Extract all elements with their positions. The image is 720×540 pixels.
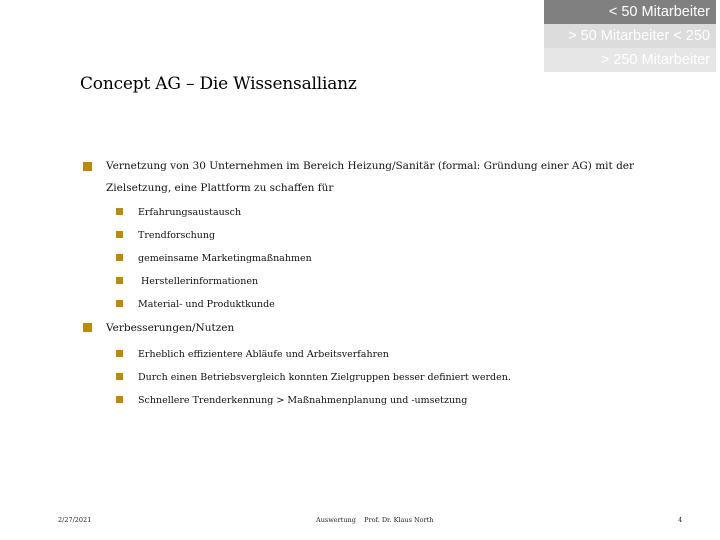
tag-small-companies: < 50 Mitarbeiter	[544, 0, 716, 24]
footer-center-text: Auswertung Prof. Dr. Klaus North	[316, 516, 434, 524]
sub-bullet-marker	[116, 300, 123, 307]
sub-bullet-item: Schnellere Trenderkennung > Maßnahmenplanung und -umsetzung	[138, 395, 468, 406]
sub-bullet-marker	[116, 254, 123, 261]
sub-bullet-marker	[116, 350, 123, 357]
bullet-1-line-1: Vernetzung von 30 Unternehmen im Bereich Heizung/Sanitär (formal: Gründung einer AG) mit der	[106, 160, 635, 172]
bullet-marker-2	[83, 323, 92, 332]
size-legend	[544, 0, 716, 72]
slide-title: Concept AG – Die Wissensallianz	[80, 74, 357, 94]
sub-bullet-item: Material- und Produktkunde	[138, 299, 275, 310]
sub-bullet-item: Herstellerinformationen	[138, 276, 259, 287]
sub-bullet-marker	[116, 396, 123, 403]
sub-bullet-item: Erfahrungsaustausch	[138, 207, 242, 218]
sub-bullet-marker	[116, 373, 123, 380]
sub-bullet-item: Erheblich effizientere Abläufe und Arbeitsverfahren	[138, 349, 389, 360]
tag-large-companies: > 250 Mitarbeiter	[544, 48, 716, 72]
sub-bullet-marker	[116, 231, 123, 238]
footer-date: 2/27/2021	[58, 516, 92, 524]
sub-bullet-marker	[116, 277, 123, 284]
tag-medium-companies: > 50 Mitarbeiter < 250	[544, 24, 716, 48]
page-number: 4	[678, 516, 683, 524]
bullet-1-line-2: Zielsetzung, eine Plattform zu schaffen für	[106, 182, 334, 194]
sub-bullet-item: Trendforschung	[138, 230, 216, 241]
bullet-marker-1	[83, 162, 92, 171]
sub-bullet-marker	[116, 208, 123, 215]
bullet-2-line-1: Verbesserungen/Nutzen	[106, 322, 235, 334]
sub-bullet-item: Durch einen Betriebsvergleich konnten Zielgruppen besser definiert werden.	[138, 372, 511, 383]
sub-bullet-item: gemeinsame Marketingmaßnahmen	[138, 253, 312, 264]
